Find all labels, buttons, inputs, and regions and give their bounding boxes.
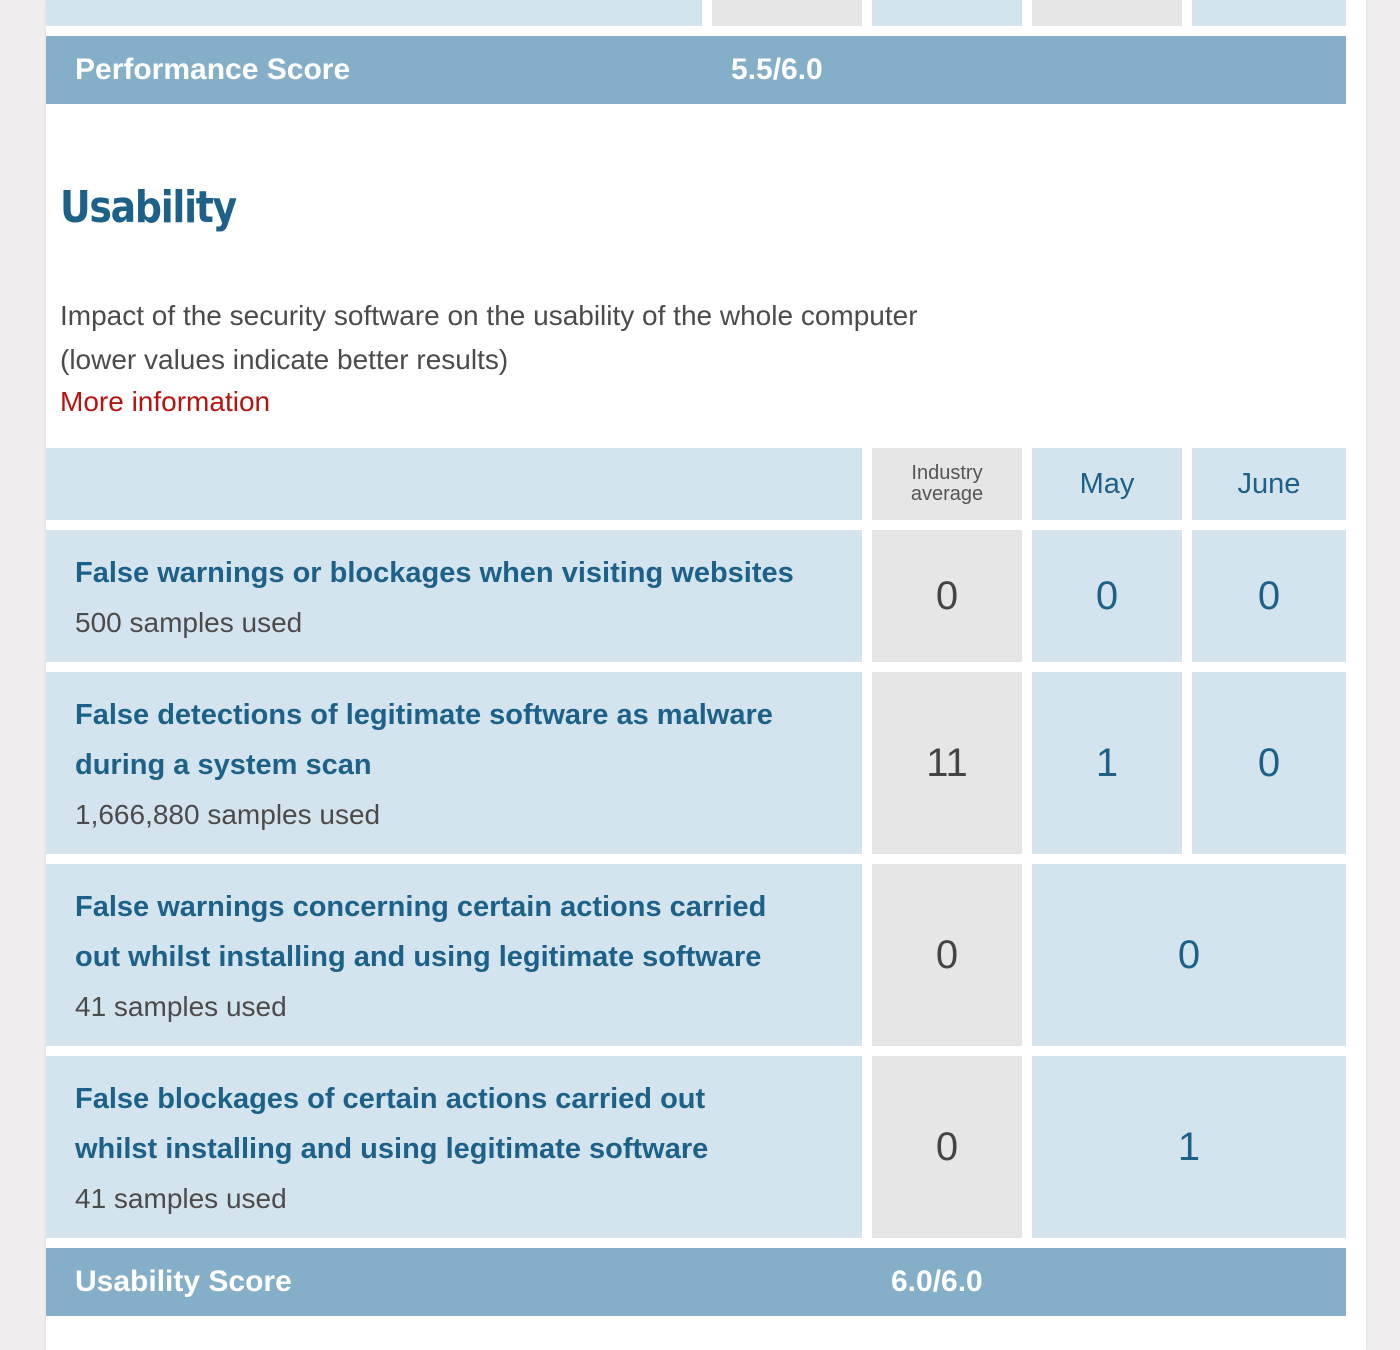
- table-row-label: [46, 1056, 862, 1238]
- description-line-1: Impact of the security software on the usability of the whole computer: [60, 300, 918, 331]
- prev-row-may-cell: [872, 0, 1022, 26]
- row-industry-average-value: 0: [872, 864, 1022, 1046]
- table-row-label: [46, 864, 862, 1046]
- row-may-value: 0: [1032, 530, 1182, 662]
- row-title-line-2: whilst installing and using legitimate software: [75, 1133, 709, 1165]
- row-title-line-1: False detections of legitimate software as malware: [75, 699, 773, 731]
- row-combined-value: 0: [1032, 864, 1346, 1046]
- row-industry-average-value: 0: [872, 1056, 1022, 1238]
- table-row-label: [46, 530, 862, 662]
- performance-score-bar: [46, 36, 1346, 104]
- row-samples: 500 samples used: [75, 607, 303, 638]
- header-industry-line-1: Industry: [911, 462, 983, 484]
- header-may: May: [1032, 448, 1182, 520]
- row-title-line-2: during a system scan: [75, 749, 372, 781]
- performance-score-value: 5.5/6.0: [731, 53, 823, 86]
- header-industry-average: [872, 448, 1022, 520]
- row-june-value: 0: [1192, 672, 1346, 854]
- row-may-value: 1: [1032, 672, 1182, 854]
- header-industry-line-2: average: [910, 483, 984, 505]
- header-june: June: [1192, 448, 1346, 520]
- row-june-value: 0: [1192, 530, 1346, 662]
- row-samples: 1,666,880 samples used: [75, 799, 381, 830]
- section-description: [60, 294, 918, 382]
- row-title-line-1: False blockages of certain actions carried out: [75, 1083, 706, 1115]
- prev-row-june-cell: [1032, 0, 1182, 26]
- table-header-label-cell: [46, 448, 862, 520]
- prev-row-label-cell: [46, 0, 702, 26]
- row-industry-average-value: 0: [872, 530, 1022, 662]
- row-industry-average-value: 11: [872, 672, 1022, 854]
- section-title-usability: Usability: [60, 182, 236, 233]
- row-samples: 41 samples used: [75, 991, 287, 1022]
- row-title: False warnings or blockages when visiting websites: [75, 557, 794, 589]
- page-content: [46, 0, 1366, 1350]
- more-information-link[interactable]: More information: [60, 386, 271, 417]
- performance-score-label: Performance Score: [75, 53, 351, 86]
- table-row-label: [46, 672, 862, 854]
- row-combined-value: 1: [1032, 1056, 1346, 1238]
- row-title-line-2: out whilst installing and using legitimate software: [75, 941, 762, 973]
- usability-score-bar: [46, 1248, 1346, 1316]
- prev-row-industry-cell: [712, 0, 862, 26]
- row-title-line-1: False warnings concerning certain actions carried: [75, 891, 767, 923]
- description-line-2: (lower values indicate better results): [60, 344, 509, 375]
- prev-row-extra-cell: [1192, 0, 1346, 26]
- row-samples: 41 samples used: [75, 1183, 287, 1214]
- usability-score-value: 6.0/6.0: [891, 1265, 983, 1298]
- usability-score-label: Usability Score: [75, 1265, 292, 1298]
